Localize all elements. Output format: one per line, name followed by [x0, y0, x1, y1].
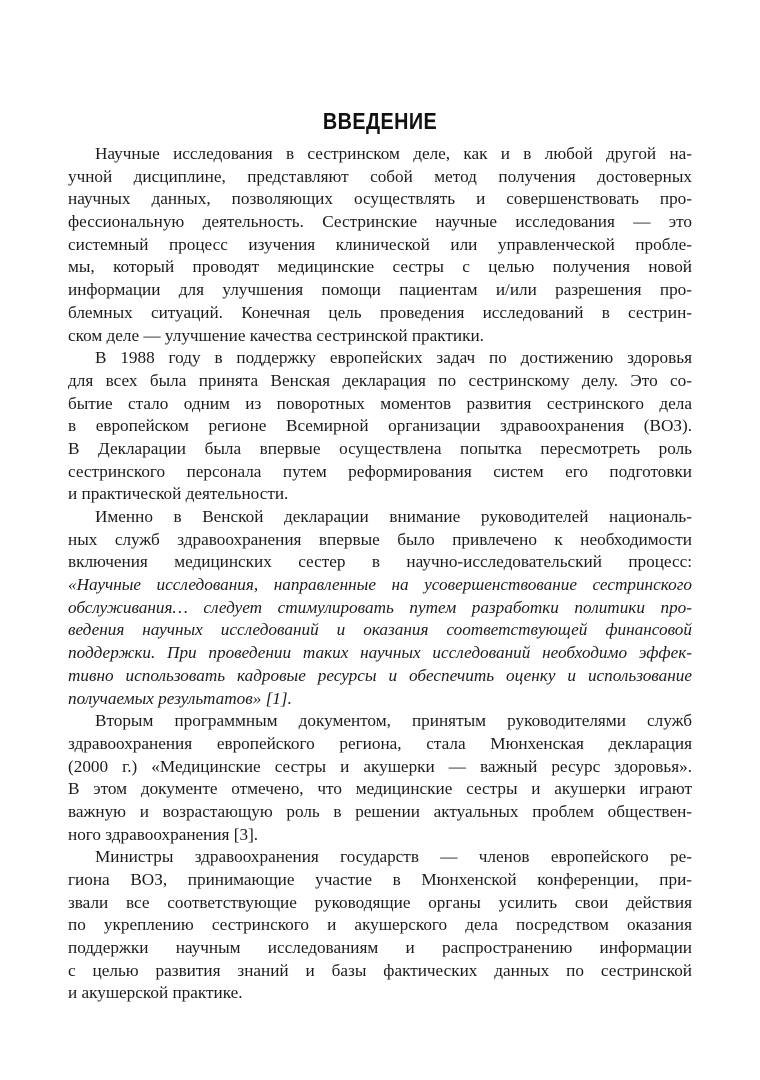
text-line: по укреплению сестринского и акушерского дела посредством оказания: [68, 915, 692, 935]
text-line: здравоохранения европейского региона, стала Мюнхенская декларация: [68, 733, 692, 753]
quote-line: получаемых результатов» [1].: [68, 688, 292, 708]
text-line: (2000 г.) «Медицинские сестры и акушерки — важный ресурс здоровья».: [68, 756, 692, 776]
text-line: мы, который проводят медицинские сестры с целью получения новой: [68, 257, 692, 277]
text-line: бытие стало одним из поворотных моментов развития сестринского дела: [68, 393, 692, 413]
text-line: ного здравоохранения [3].: [68, 824, 259, 844]
text-line: Вторым программным документом, принятым руководителями служб: [95, 711, 692, 731]
quote-line: обслуживания… следует стимулировать путем разработки политики про-: [68, 597, 692, 617]
text-line: в европейском регионе Всемирной организации здравоохранения (ВОЗ).: [68, 416, 692, 436]
text-line: и практической деятельности.: [68, 484, 289, 504]
text-line: блемных ситуаций. Конечная цель проведения исследований в сестрин-: [68, 302, 692, 322]
text-line: гиона ВОЗ, принимающие участие в Мюнхенской конференции, при-: [68, 870, 692, 889]
text-line: фессиональную деятельность. Сестринские научные исследования — это: [68, 212, 692, 232]
quote-line: «Научные исследования, направленные на усовершенствование сестринского: [68, 575, 692, 595]
text-line: включения медицинских сестер в научно-исследовательский процесс:: [68, 552, 692, 572]
text-line: ском деле — улучшение качества сестринской практики.: [68, 325, 484, 345]
text-line: информации для улучшения помощи пациентам и/или разрешения про-: [68, 280, 692, 300]
chapter-title: ВВЕДЕНИЕ: [322, 108, 438, 134]
text-line: важную и возрастающую роль в решении актуальных проблем обществен-: [68, 801, 692, 821]
body-text: [68, 143, 692, 1005]
text-line: поддержки научным исследованиям и распространению информации: [68, 938, 692, 958]
text-line: и акушерской практике.: [68, 983, 243, 1003]
quote-line: поддержки. При проведении таких научных исследований необходимо эффек-: [68, 643, 692, 663]
text-line: системный процесс изучения клинической или управленческой пробле-: [68, 234, 692, 254]
text-line: ных служб здравоохранения впервые было привлечено к необходимости: [68, 529, 692, 549]
text-line: В 1988 году в поддержку европейских задач по достижению здоровья: [95, 348, 692, 368]
text-line: учной дисциплине, представляют собой метод получения достоверных: [68, 166, 692, 186]
text-line: Научные исследования в сестринском деле, как и в любой другой на-: [95, 144, 692, 163]
text-line: научных данных, позволяющих осуществлять и совершенствовать про-: [68, 189, 692, 209]
text-line: В Декларации была впервые осуществлена попытка пересмотреть роль: [68, 438, 692, 458]
text-line: В этом документе отмечено, что медицинские сестры и акушерки играют: [68, 779, 692, 799]
quote-line: ведения научных исследований и оказания соответствующей финансовой: [68, 620, 692, 640]
text-line: для всех была принята Венская декларация по сестринскому делу. Это со-: [68, 370, 692, 390]
text-line: с целью развития знаний и базы фактических данных по сестринской: [68, 960, 692, 980]
text-line: Именно в Венской декларации внимание руководителей националь-: [95, 507, 692, 526]
text-line: звали все соответствующие руководящие органы усилить свои действия: [68, 892, 692, 912]
text-line: сестринского персонала путем реформирования систем его подготовки: [68, 461, 692, 481]
quote-line: тивно использовать кадровые ресурсы и обеспечить оценку и использование: [68, 665, 692, 685]
text-line: Министры здравоохранения государств — членов европейского ре-: [95, 847, 692, 867]
